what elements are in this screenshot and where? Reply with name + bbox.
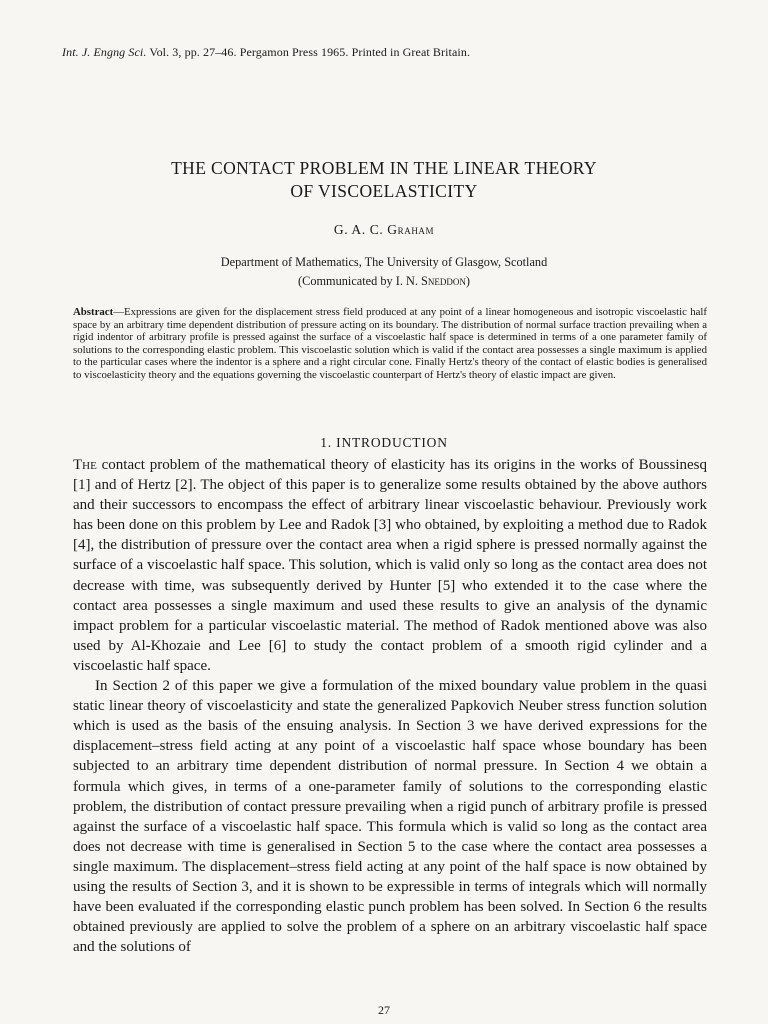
paragraph-2: In Section 2 of this paper we give a formulation of the mixed boundary value problem in the quasi static linear theory of viscoelasticity and state the generalized Papkovich Neuber stress function solution which is used as the basis of the ensuing analysis. In Section 3 we have derived expressions for the displacement–stress field acting at any point of a viscoelastic half space whose boundary has been subjected to an arbitrary time dependent distribution of normal pressure. In Section 4 we obtain a formula which gives, in terms of a one-parameter family of solutions to the corresponding elastic problem, the distribution of contact pressure prevailing when a rigid punch of arbitrary profile is pressed against the surface of a viscoelastic half space. This formula which is valid so long as the contact area does not decrease with time is generalised in Section 5 to the case where the contact area possesses a single maximum. The displacement–stress field acting at any point of the half space is now obtained by using the results of Section 3, and it is shown to be expressible in terms of integrals which will normally have been evaluated if the corresponding elastic punch problem has been solved. In Section 6 the results obtained previously are applied to solve the problem of a sphere on an arbitrary viscoelastic half space and the solutions of [73, 678, 707, 956]
paper-title [60, 157, 708, 203]
paragraph-1-lead: The [73, 457, 97, 473]
author [60, 222, 708, 238]
communicated-by [60, 272, 708, 291]
journal-citation: Vol. 3, pp. 27–46. Pergamon Press 1965. Printed in Great Britain. [149, 45, 471, 59]
communicated-prefix: (Communicated by I. N. [298, 274, 421, 288]
author-surname: Graham [387, 222, 435, 237]
abstract-text: —Expressions are given for the displacement stress field produced at any point of a linear homogeneous and isotropic viscoelastic half space by an arbitrary time dependent distribution of pressure acting on its boundary. The distribution of normal surface traction prevailing when a rigid indentor of arbitrary profile is pressed against the surface of a viscoelastic half space is determined in terms of a one parameter family of solutions to the corresponding elastic problem. This viscoelastic solution which is valid if the contact area possesses a single maximum is applied to the particular cases where the indentor is a sphere and a right circular cone. Finally Hertz's theory of the contact of elastic bodies is generalised to viscoelasticity theory and the equations governing the viscoelastic counterpart of Hertz's theory of elastic impact are given. [73, 306, 707, 381]
paragraph-1 [73, 455, 707, 676]
journal-name: Int. J. Engng Sci. [62, 45, 147, 59]
paper-title-line-1: THE CONTACT PROBLEM IN THE LINEAR THEORY [171, 158, 597, 178]
paper-title-line-2: OF VISCOELASTICITY [290, 181, 478, 201]
paragraph-1-text: contact problem of the mathematical theory of elasticity has its origins in the works of Boussinesq [1] and of Hertz [2]. The object of this paper is to generalize some results obtained by the above authors and their successors to encompass the effect of arbitrary linear viscoelastic behaviour. Previously work has been done on this problem by Lee and Radok [3] who obtained, by exploiting a method due to Radok [4], the distribution of pressure over the contact area when a rigid sphere is pressed normally against the surface of a viscoelastic half space. This solution, which is valid only so long as the contact area does not decrease with time, was subsequently derived by Hunter [5] who extended it to the case where the contact area possesses a single maximum and used these results to give an analysis of the dynamic impact problem for a particular viscoelastic material. The method of Radok mentioned above was also used by Al-Khozaie and Lee [6] to study the contact problem of a smooth rigid cylinder and a viscoelastic half space. [73, 457, 707, 674]
section-heading: 1. INTRODUCTION [320, 435, 448, 450]
page-number: 27 [378, 1003, 390, 1017]
author-initials: G. A. C. [333, 222, 388, 237]
affiliation-block [60, 253, 708, 291]
affiliation: Department of Mathematics, The University of Glasgow, Scotland [220, 255, 548, 269]
abstract-label: Abstract [73, 306, 114, 318]
body-text [73, 455, 707, 957]
communicated-name: Sneddon [421, 274, 466, 288]
communicated-suffix: ) [465, 274, 470, 288]
abstract [73, 306, 707, 381]
journal-header [62, 45, 470, 60]
